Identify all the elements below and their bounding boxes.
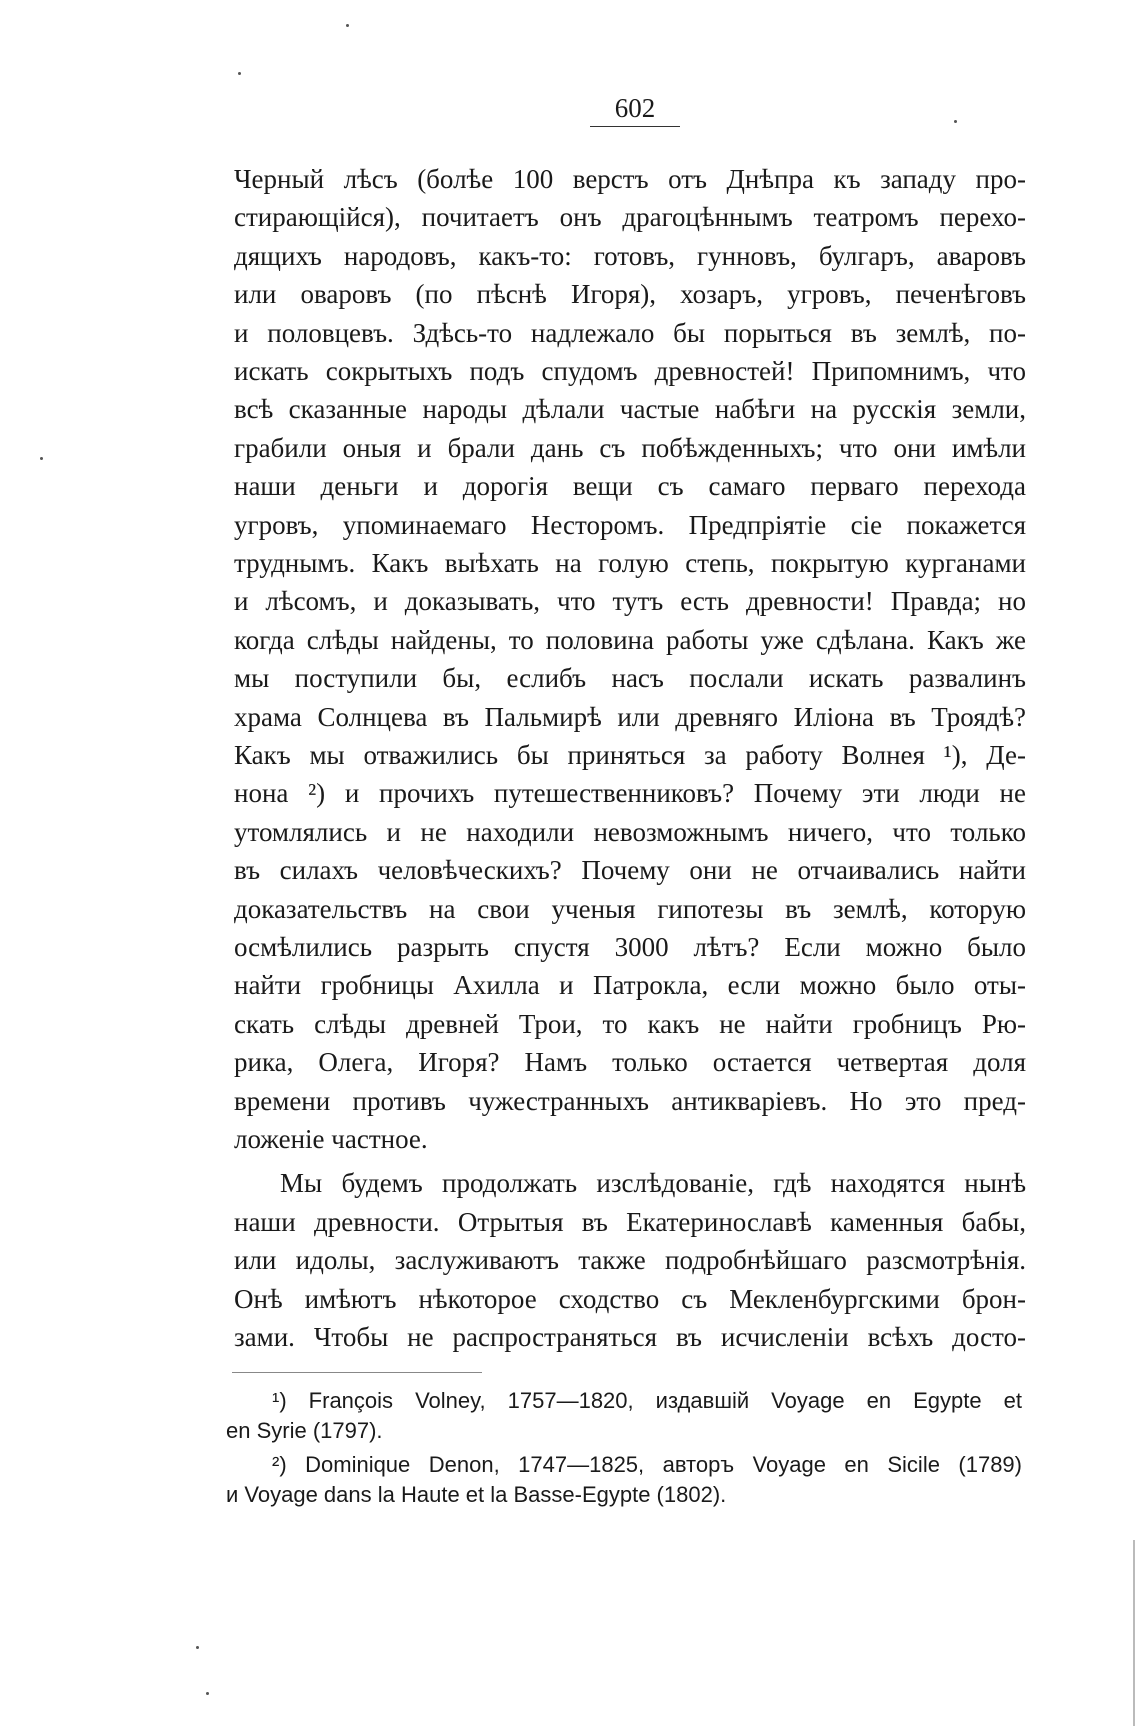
text-line: зами. Чтобы не распространяться въ исчисленіи всѣхъ досто- bbox=[234, 1322, 1026, 1352]
text-line: Черный лѣсъ (болѣе 100 верстъ отъ Днѣпра къ западу про- bbox=[234, 164, 1026, 194]
text-line: нона ²) и прочихъ путешественниковъ? Почему эти люди не bbox=[234, 778, 1026, 809]
scan-speck bbox=[196, 1646, 199, 1649]
text-line: мы поступили бы, еслибъ насъ послали искать развалинъ bbox=[234, 663, 1026, 694]
text-line: Какъ мы отважились бы приняться за работу Волнея ¹), Де- bbox=[234, 740, 1026, 770]
scan-speck bbox=[954, 120, 957, 123]
page-number-rule bbox=[590, 126, 680, 127]
scan-speck bbox=[206, 1692, 209, 1695]
text-line: времени противъ чужестранныхъ антикваріевъ. Но это пред- bbox=[234, 1085, 1026, 1116]
text-line: наши деньги и дорогія вещи съ самаго перваго перехода bbox=[234, 471, 1026, 502]
text-line: Мы будемъ продолжать изслѣдованіе, гдѣ находятся нынѣ bbox=[280, 1168, 1026, 1199]
scan-speck bbox=[346, 24, 349, 27]
text-line: храма Солнцева въ Пальмирѣ или древняго Иліона въ Троядѣ? bbox=[234, 701, 1026, 732]
text-line: найти гробницы Ахилла и Патрокла, если можно было оты- bbox=[234, 970, 1026, 1001]
text-line: ложеніе частное. bbox=[234, 1124, 428, 1154]
text-line: стирающійся), почитаетъ онъ драгоцѣннымъ театромъ перехо- bbox=[234, 202, 1026, 233]
text-line: рика, Олега, Игоря? Намъ только остается четвертая доля bbox=[234, 1047, 1026, 1078]
text-line: наши древности. Отрытыя въ Екатеринославѣ каменныя бабы, bbox=[234, 1206, 1026, 1237]
text-line: труднымъ. Какъ выѣхать на голую степь, покрытую курганами bbox=[234, 548, 1026, 578]
footnote-line: и Voyage dans la Haute et la Basse-Egypte (1802). bbox=[226, 1482, 727, 1507]
footnote-separator bbox=[232, 1372, 482, 1373]
text-line: угровъ, упоминаемаго Несторомъ. Предпріятіе сіе покажется bbox=[234, 509, 1026, 540]
text-line: или оваровъ (по пѣснѣ Игоря), хозаръ, угровъ, печенѣговъ bbox=[234, 279, 1026, 310]
text-line: когда слѣды найдены, то половина работы уже сдѣлана. Какъ же bbox=[234, 624, 1026, 655]
text-line: скать слѣды древней Трои, то какъ не найти гробницъ Рю- bbox=[234, 1008, 1026, 1039]
text-line: въ силахъ человѣческихъ? Почему они не отчаивались найти bbox=[234, 855, 1026, 886]
footnote-line: ²) Dominique Denon, 1747—1825, авторъ Voyage en Sicile (1789) bbox=[272, 1452, 1022, 1477]
text-line: всѣ сказанные народы дѣлали частые набѣги на русскія земли, bbox=[234, 394, 1026, 425]
text-line: и лѣсомъ, и доказывать, что тутъ есть древности! Правда; но bbox=[234, 586, 1026, 617]
footnote-line: en Syrie (1797). bbox=[226, 1418, 383, 1443]
text-line: доказательствъ на свои ученыя гипотезы въ землѣ, которую bbox=[234, 893, 1026, 924]
text-line: грабили оныя и брали дань съ побѣжденныхъ; что они имѣли bbox=[234, 432, 1026, 463]
scan-speck bbox=[238, 72, 241, 75]
text-line: или идолы, заслуживаютъ также подробнѣйшаго разсмотрѣнія. bbox=[234, 1245, 1026, 1276]
text-line: Онѣ имѣютъ нѣкоторое сходство съ Мекленбургскими брон- bbox=[234, 1283, 1026, 1314]
text-line: дящихъ народовъ, какъ-то: готовъ, гунновъ, булгаръ, аваровъ bbox=[234, 240, 1026, 271]
scan-speck bbox=[40, 457, 43, 460]
text-line: осмѣлились разрыть спустя 3000 лѣтъ? Если можно было bbox=[234, 932, 1026, 962]
scan-edge bbox=[1133, 1540, 1135, 1726]
footnote-line: ¹) François Volney, 1757—1820, издавшій Voyage en Egypte et bbox=[272, 1388, 1022, 1413]
text-line: искать сокрытыхъ подъ спудомъ древностей! Припомнимъ, что bbox=[234, 356, 1026, 386]
text-line: утомлялись и не находили невозможнымъ ничего, что только bbox=[234, 816, 1026, 847]
page-number: 602 bbox=[614, 93, 656, 123]
text-line: и половцевъ. Здѣсь-то надлежало бы порыться въ землѣ, по- bbox=[234, 317, 1026, 348]
